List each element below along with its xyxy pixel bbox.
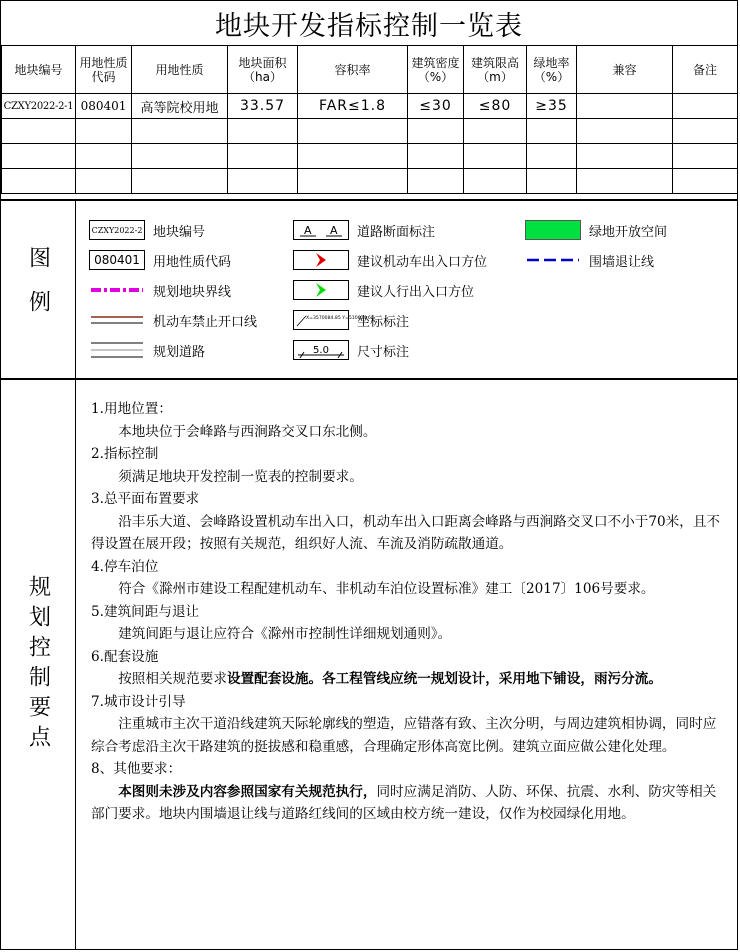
table-row xyxy=(2,94,738,119)
legend-section-mark: A A 道路断面标注 xyxy=(293,219,435,241)
legend-setback: 围墙退让线 xyxy=(525,249,654,271)
page-title: 地块开发指标控制一览表 xyxy=(1,1,737,46)
note-body: 按照相关规范要求设置配套设施。各工程管线应统一规划设计，采用地下铺设，雨污分流。 xyxy=(118,671,662,687)
dimension-sample-text: 5.0 xyxy=(313,345,329,356)
header-density: 建筑密度 （%） xyxy=(408,46,464,94)
cell-compatible xyxy=(577,94,673,119)
note-body: 建筑间距与退让应符合《滁州市控制性详细规划通则》。 xyxy=(118,626,452,642)
table-row xyxy=(2,144,738,169)
table-row xyxy=(2,119,738,144)
legend-road: 规划道路 xyxy=(89,339,205,361)
header-area: 地块面积 （ha） xyxy=(228,46,298,94)
notes-label: 规划控制要点 xyxy=(1,380,76,949)
no-opening-line-icon xyxy=(89,310,145,330)
notes-section xyxy=(1,380,737,949)
cell-land-code: 080401 xyxy=(76,94,132,119)
header-far: 容积率 xyxy=(298,46,408,94)
legend-section xyxy=(1,199,737,380)
note-heading: 7.城市设计引导 xyxy=(91,693,186,710)
section-mark-icon xyxy=(293,220,349,240)
setback-line-icon xyxy=(525,250,581,270)
legend-dimension: 5.0 尺寸标注 xyxy=(293,339,409,361)
note-heading: 6.配套设施 xyxy=(91,648,159,665)
header-plot-id: 地块编号 xyxy=(2,46,76,94)
note-body: 注重城市主次干道沿线建筑天际轮廓线的塑造，应错落有致、主次分明，与周边建筑相协调，同时应综合考虑沿主次干路建筑的挺拔感和稳重感，合理确定形体高宽比例。建筑立面应做公建化处理。 xyxy=(91,716,717,755)
legend-label: 图例 xyxy=(1,201,76,378)
table-row xyxy=(2,169,738,194)
legend-plot-id: CZXY2022-2 地块编号 xyxy=(89,219,205,241)
header-land-code: 用地性质代码 xyxy=(76,46,132,94)
note-heading: 3.总平面布置要求 xyxy=(91,491,200,507)
table-header-row xyxy=(2,46,738,94)
road-line-icon xyxy=(89,340,145,360)
cell-far: FAR≤1.8 xyxy=(298,94,408,119)
cell-density: ≤30 xyxy=(408,94,464,119)
note-heading: 8、其他要求： xyxy=(91,761,182,777)
note-body: 须满足地块开发控制一览表的控制要求。 xyxy=(118,468,363,485)
note-body: 沿丰乐大道、会峰路设置机动车出入口，机动车出入口距离会峰路与西涧路交叉口不小于70米，且不得设置在展开段；按照有关规范，组织好人流、车流及消防疏散通道。 xyxy=(91,513,721,552)
cell-plot-id: CZXY2022-2-1 xyxy=(2,94,76,119)
note-heading: 1.用地位置： xyxy=(91,401,172,417)
legend-land-code: 080401 用地性质代码 xyxy=(89,249,231,271)
header-height: 建筑限高 （m） xyxy=(464,46,527,94)
index-table xyxy=(1,45,738,194)
note-body: 符合《滁州市建设工程配建机动车、非机动车泊位设置标准》建工〔2017〕106号要求。 xyxy=(118,581,655,597)
cell-height: ≤80 xyxy=(464,94,527,119)
coordinate-sample-text: X=3570084.85 Y=510624.60 xyxy=(306,316,374,321)
note-heading: 4.停车泊位 xyxy=(91,558,159,575)
vehicle-arrow-icon xyxy=(293,250,349,270)
legend-vehicle-entry: 建议机动车出入口方位 xyxy=(293,249,487,271)
header-remarks: 备注 xyxy=(673,46,738,94)
note-body: 本图则未涉及内容参照国家有关规范执行，同时应满足消防、人防、环保、抗震、水利、防灾等相关部门要求。地块内围墙退让线与道路红线间的区域由校方统一建设，仅作为校园绿化用地。 xyxy=(91,783,717,822)
plot-id-symbol: CZXY2022-2 xyxy=(89,220,145,240)
note-body: 本地块位于会峰路与西涧路交叉口东北侧。 xyxy=(118,423,377,440)
cell-land-use: 高等院校用地 xyxy=(132,94,228,119)
green-space-swatch xyxy=(525,220,581,240)
note-heading: 2.指标控制 xyxy=(91,446,159,462)
cell-area: 33.57 xyxy=(228,94,298,119)
notes-text xyxy=(91,398,727,826)
svg-text:A: A xyxy=(304,224,312,237)
legend-no-opening: 机动车禁止开口线 xyxy=(89,309,257,331)
pedestrian-arrow-icon xyxy=(293,280,349,300)
land-code-symbol: 080401 xyxy=(89,250,145,270)
cell-remarks xyxy=(673,94,738,119)
legend-coordinate: X=3570084.85 Y=510624.60 坐标标注 xyxy=(293,309,409,331)
header-land-use: 用地性质 xyxy=(132,46,228,94)
boundary-line-icon xyxy=(89,280,145,300)
svg-text:A: A xyxy=(330,224,338,237)
dimension-mark-icon xyxy=(293,340,349,360)
legend-boundary: 规划地块界线 xyxy=(89,279,231,301)
cell-green-ratio: ≥35 xyxy=(527,94,577,119)
header-green-ratio: 绿地率 （%） xyxy=(527,46,577,94)
legend-green-space: 绿地开放空间 xyxy=(525,219,667,241)
header-compatible: 兼容 xyxy=(577,46,673,94)
legend-pedestrian-entry: 建议人行出入口方位 xyxy=(293,279,474,301)
note-heading: 5.建筑间距与退让 xyxy=(91,603,200,620)
